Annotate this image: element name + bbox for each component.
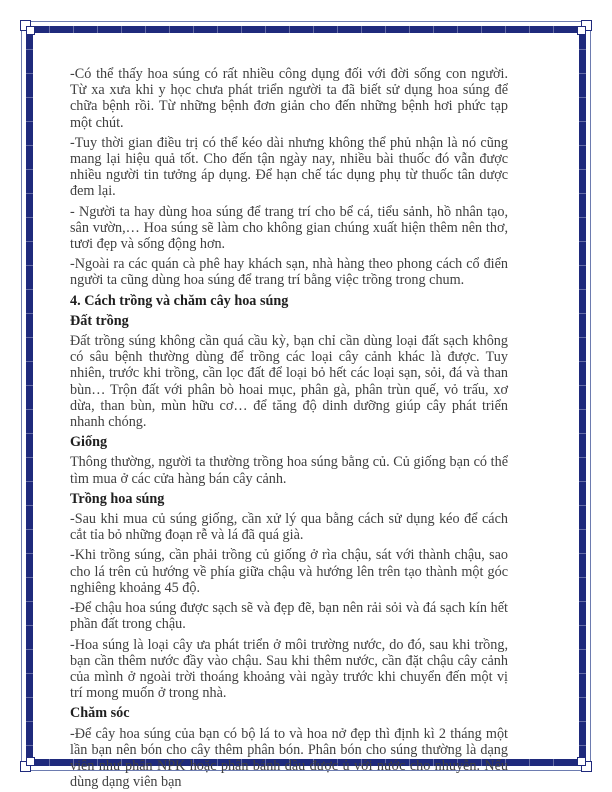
paragraph-quan-ca-phe: -Ngoài ra các quán cà phê hay khách sạn, nhà hàng theo phong cách cổ điển người ta cũng dùng hoa súng để trang trí bằng việc trồng trong chum. <box>70 256 508 289</box>
subheading-cham-soc: Chăm sóc <box>70 705 130 722</box>
paragraph-trang-tri: - Người ta hay dùng hoa súng để trang trí cho bể cá, tiểu sảnh, hồ nhân tạo, sân vườn,… Hoa súng sẽ làm cho không gian chúng xuất hiện thêm nên thơ, tươi đẹp và sống động hơn. <box>70 203 508 253</box>
page-border-bar-left <box>26 26 33 766</box>
corner-ornament-top-right-inner <box>577 26 586 35</box>
paragraph-cong-dung: -Có thể thấy hoa súng có rất nhiều công dụng đối với đời sống con người. Từ xa xưa khi y học chưa phát triển người ta đã biết sử dụng hoa súng để chữa bệnh rồi. Từ những bệnh đơn giản cho đến những bệnh hơi phức tạp một chút. <box>70 66 508 131</box>
corner-ornament-bottom-left-inner <box>26 757 35 766</box>
subheading-trong-hoa-sung: Trồng hoa súng <box>70 490 165 507</box>
subheading-dat-trong: Đất trồng <box>70 312 129 329</box>
document-body <box>70 66 508 792</box>
corner-ornament-bottom-right-inner <box>577 757 586 766</box>
corner-ornament-top-left-inner <box>26 26 35 35</box>
paragraph-giong: Thông thường, người ta thường trồng hoa súng bằng củ. Củ giống bạn có thể tìm mua ở các cửa hàng bán cây cảnh. <box>70 454 508 487</box>
paragraph-dieu-tri: -Tuy thời gian điều trị có thể kéo dài nhưng không thể phủ nhận là nó cũng mang lại hiệu quả tốt. Cho đến tận ngày nay, nhiều bài thuốc đó vẫn được nhiều người tin tưởng áp dụng. Để hạn chế tác dụng phụ từ thuốc tân dược đem lại. <box>70 134 508 200</box>
paragraph-bon-phan: -Để cây hoa súng của bạn có bộ lá to và hoa nở đẹp thì định kì 2 tháng một lần bạn nên bón cho cây thêm phân bón. Phân bón cho súng thường là dạng viên như phân NPK hoặc phân bánh dầu được ủ với nước cho nhuyễn. Nếu dùng dạng viên bạn <box>70 725 508 791</box>
section-heading-cach-trong: 4. Cách trồng và chăm cây hoa súng <box>70 292 289 309</box>
paragraph-them-nuoc: -Hoa súng là loại cây ưa phát triển ở môi trường nước, do đó, sau khi trồng, bạn cần thêm nước đầy vào chậu. Sau khi thêm nước, cần đặt chậu cây cảnh của mình ở ngoài trời thoáng khoảng vài ngày trước khi chuyển đến một vị trí mong muốn ở trong nhà. <box>70 636 508 702</box>
subheading-giong: Giống <box>70 434 108 451</box>
paragraph-dat-trong: Đất trồng súng không cần quá cầu kỳ, bạn chỉ cần dùng loại đất sạch không có sâu bệnh thường dùng để trồng các loại cây cảnh khác là được. Tuy nhiên, trước khi trồng, cần lọc đất để loại bỏ hết các loại sạn, sỏi, đá và than bùn… Trộn đất với phân bò hoai mục, phân gà, phân trùn quế, vỏ trấu, xơ dừa, than bùn, mùn hữu cơ… để tăng độ dinh dưỡng giúp cây phát triển nhanh chóng. <box>70 333 508 431</box>
paragraph-rai-soi: -Để chậu hoa súng được sạch sẽ và đẹp đẽ, bạn nên rải sỏi và đá sạch kín hết phần đất trong chậu. <box>70 600 508 633</box>
paragraph-trong-cu: -Khi trồng súng, cần phải trồng củ giống ở rìa chậu, sát với thành chậu, sao cho lá trên củ hướng về phía giữa chậu và hướng lên trên tạo thành một góc nghiêng khoảng 45 độ. <box>70 547 508 596</box>
page-border-bar-top <box>26 26 586 33</box>
paragraph-xu-ly-cu: -Sau khi mua củ súng giống, cần xử lý qua bằng cách sử dụng kéo để cách cắt tỉa bỏ những đoạn rễ và lá đã quá già. <box>70 511 508 544</box>
page-border-bar-right <box>579 26 586 766</box>
